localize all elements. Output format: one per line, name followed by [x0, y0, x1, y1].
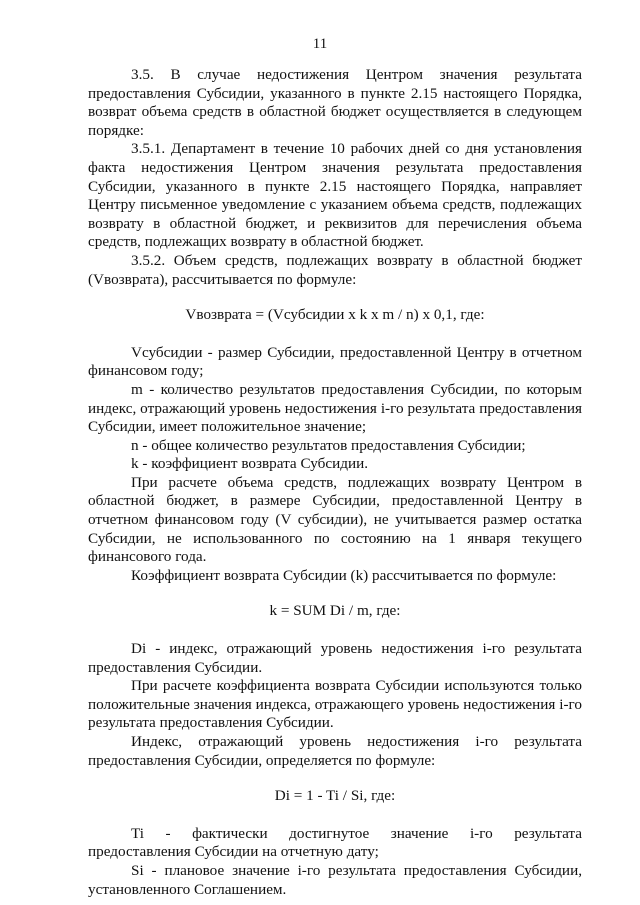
- paragraph-3-5: 3.5. В случае недостижения Центром значения результата предоставления Субсидии, указанного в пункте 2.15 настоящего Порядка, возврат объема средств в областной бюджет осуществляется в следующем порядке:: [88, 66, 582, 139]
- paragraph-coefficient: Коэффициент возврата Субсидии (k) рассчитывается по формуле:: [131, 566, 557, 584]
- page-number: 11: [312, 36, 328, 52]
- paragraph-positive-values: При расчете коэффициента возврата Субсидии используются только положительные значения индекса, отражающего уровень недостижения i-го результата предоставления Субсидии.: [88, 677, 582, 732]
- definition-vsubsidii: Vсубсидии - размер Субсидии, предоставленной Центру в отчетном финансовом году;: [88, 343, 582, 380]
- definition-di: Di - индекс, отражающий уровень недостижения i-го результата предоставления Субсидии.: [88, 640, 582, 676]
- paragraph-remainder: При расчете объема средств, подлежащих возврату Центром в областной бюджет, в размере Субсидии, предоставленной Центру в отчетном финансовом году (V субсидии), не учитывается размер остатка Субсидии, не использованного по состоянию на 1 января текущего финансового года.: [88, 473, 582, 566]
- paragraph-index: Индекс, отражающий уровень недостижения i-го результата предоставления Субсидии, определяется по формуле:: [88, 733, 582, 769]
- formula-vozvrata: Vвозврата = (Vсубсидии x k x m / n) x 0,1, где:: [185, 306, 485, 324]
- definition-ti: Ti - фактически достигнутое значение i-го результата предоставления Субсидии на отчетную дату;: [88, 824, 582, 861]
- formula-di: Di = 1 - Ti / Si, где:: [274, 787, 396, 805]
- definition-si: Si - плановое значение i-го результата предоставления Субсидии, установленного Соглашением.: [88, 861, 582, 898]
- formula-k: k = SUM Di / m, где:: [269, 602, 401, 620]
- paragraph-3-5-1: 3.5.1. Департамент в течение 10 рабочих дней со дня установления факта недостижения Центром значения результата предоставления Субсидии, указанного в пункте 2.15 настоящего Порядка, направляет Центру письменное уведомление с указанием объема средств, подлежащих возврату в областной бюджет, и реквизитов для перечисления объема средств, подлежащих возврату в областной бюджет.: [88, 140, 582, 251]
- definition-n: n - общее количество результатов предоставления Субсидии;: [131, 436, 526, 454]
- paragraph-3-5-2: 3.5.2. Объем средств, подлежащих возврату в областной бюджет (Vвозврата), рассчитывается по формуле:: [88, 251, 582, 288]
- definition-k: k - коэффициент возврата Субсидии.: [131, 455, 368, 473]
- document-body: [88, 66, 582, 899]
- definition-m: m - количество результатов предоставления Субсидии, по которым индекс, отражающий уровень недостижения i-го результата предоставления Субсидии, имеет положительное значение;: [88, 380, 582, 436]
